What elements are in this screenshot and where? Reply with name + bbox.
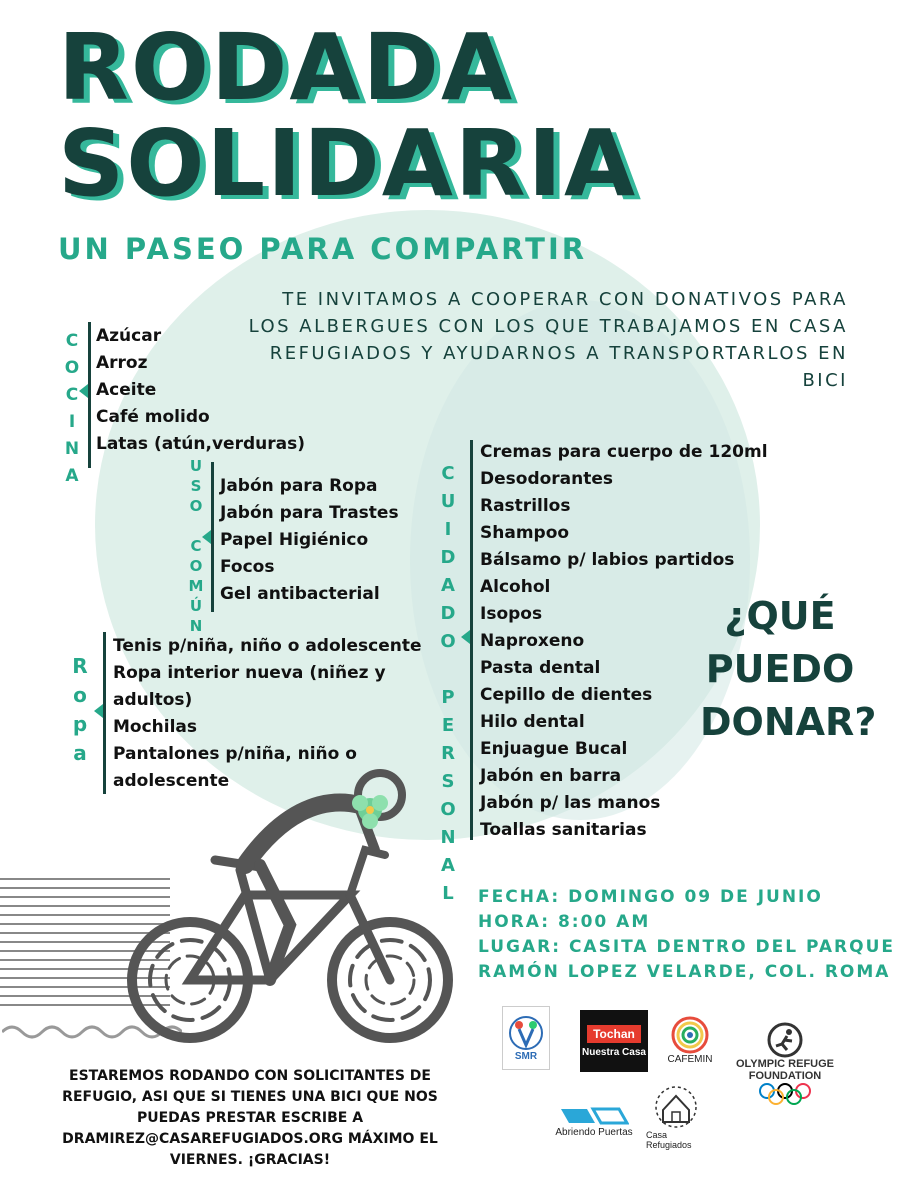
vertical-label-char: L (442, 883, 454, 904)
list-item: Shampoo (480, 523, 570, 543)
list-item: Enjuague Bucal (480, 739, 628, 759)
vertical-label-char (436, 656, 460, 684)
vertical-label-char: C (190, 537, 202, 555)
vertical-label-char: P (441, 687, 455, 708)
nuestra-casa-text: Nuestra Casa (582, 1046, 646, 1058)
nuestra-casa-top-text: Tochan (587, 1025, 641, 1043)
olympic-rings-icon (757, 1082, 813, 1106)
olympic-text-2: FOUNDATION (748, 1070, 822, 1082)
cyclist-illustration (120, 755, 460, 1045)
vertical-label-char: M (188, 577, 204, 595)
vertical-label-char: N (64, 439, 80, 459)
list-item: Toallas sanitarias (480, 820, 647, 840)
list-item: Gel antibacterial (220, 584, 380, 604)
vertical-label-char: C (65, 331, 79, 351)
ropa-bracket (103, 632, 106, 794)
vertical-label-char: D (440, 603, 456, 624)
nuestra-casa-logo (580, 1010, 648, 1072)
vertical-label-char: U (440, 491, 456, 512)
uso-comun-label (186, 456, 206, 636)
cafemin-logo (660, 1012, 720, 1068)
abriendo-puertas-icon (559, 1105, 629, 1127)
subtitle: UN PASEO PARA COMPARTIR (58, 232, 588, 266)
question-line: PUEDO (705, 647, 855, 691)
list-item: Pasta dental (480, 658, 601, 678)
list-item: Hilo dental (480, 712, 585, 732)
list-item: Arroz (96, 353, 148, 373)
title-line-1: RODADA (58, 14, 515, 121)
list-item: Café molido (96, 407, 210, 427)
smr-logo-text: SMR (514, 1050, 538, 1062)
cafemin-spiral-icon (671, 1016, 709, 1054)
vertical-label-char: R (72, 654, 88, 678)
intro-text: TE INVITAMOS A COOPERAR CON DONATIVOS PARA LOS ALBERGUES CON LOS QUE TRABAJAMOS EN CASA REFUGIADOS Y AYUDARNOS A TRANSPORTARLOS EN BICI (248, 289, 848, 391)
event-place: LUGAR: CASITA DENTRO DEL PARQUE (478, 937, 895, 957)
olympic-text-1: OLYMPIC REFUGE (736, 1058, 834, 1070)
cuidado-personal-bracket (470, 440, 473, 840)
vertical-label-char: p (72, 712, 88, 736)
footer-note: ESTAREMOS RODANDO CON SOLICITANTES DE REFUGIO, ASI QUE SI TIENES UNA BICI QUE NOS PUEDAS PRESTAR ESCRIBE A DRAMIREZ@CASAREFUGIADOS.ORG MÁXIMO EL VIERNES. ¡GRACIAS! (62, 1068, 438, 1168)
vertical-label-char: a (73, 741, 87, 765)
vertical-label-char: A (65, 466, 79, 486)
list-item: Focos (220, 557, 275, 577)
question-heading (700, 590, 877, 749)
vertical-label-char: O (64, 358, 80, 378)
list-item: Jabón p/ las manos (480, 793, 661, 813)
question-line: DONAR? (700, 700, 877, 744)
abriendo-puertas-logo (548, 1096, 640, 1146)
list-item: Desodorantes (480, 469, 614, 489)
vertical-label-char: U (189, 457, 203, 475)
event-info (478, 885, 895, 985)
event-place-2: RAMÓN LOPEZ VELARDE, COL. ROMA (478, 962, 891, 982)
list-item: Cremas para cuerpo de 120ml (480, 442, 768, 462)
vertical-label-char: S (441, 771, 455, 792)
vertical-label-char: Ú (189, 597, 203, 615)
cocina-bracket (88, 322, 91, 468)
casa-refugiados-logo (646, 1082, 706, 1152)
list-item: Aceite (96, 380, 157, 400)
vertical-label-char: C (441, 463, 455, 484)
list-item: Azúcar (96, 326, 162, 346)
ropa-label (70, 652, 90, 768)
list-item: Ropa interior nueva (niñez y (113, 663, 386, 683)
event-time: HORA: 8:00 AM (478, 912, 651, 932)
vertical-label-char: E (441, 715, 455, 736)
casa-refugiados-text: Casa Refugiados (646, 1130, 692, 1150)
smr-emblem-icon (509, 1015, 543, 1051)
list-item: Rastrillos (480, 496, 571, 516)
list-item: Alcohol (480, 577, 551, 597)
vertical-label-char: I (444, 519, 452, 540)
vertical-label-char: I (68, 412, 76, 432)
list-item: adultos) (113, 690, 193, 710)
vertical-label-char: O (189, 557, 203, 575)
uso-comun-list (220, 473, 399, 608)
vertical-label-char: C (65, 385, 79, 405)
cafemin-text: CAFEMIN (667, 1053, 713, 1065)
vertical-label-char: o (73, 683, 87, 707)
vertical-label-char: R (441, 743, 455, 764)
question-line: ¿QUÉ (724, 594, 836, 638)
vertical-label-char: O (440, 799, 456, 820)
olympic-refuge-logo (730, 1012, 840, 1116)
house-icon (653, 1084, 699, 1130)
vertical-label-char: O (440, 631, 456, 652)
vertical-label-char: N (440, 827, 456, 848)
vertical-label-char: O (189, 497, 203, 515)
list-item: Jabón en barra (480, 766, 622, 786)
vertical-label-char: A (441, 855, 455, 876)
list-item: Bálsamo p/ labios partidos (480, 550, 735, 570)
list-item: adolescente (113, 771, 230, 791)
olympic-runner-icon (765, 1022, 805, 1058)
vertical-label-char: N (189, 617, 203, 635)
abriendo-puertas-text: Abriendo Puertas (555, 1126, 633, 1138)
list-item: Cepillo de dientes (480, 685, 653, 705)
vertical-label-char: A (441, 575, 455, 596)
event-date: FECHA: DOMINGO 09 DE JUNIO (478, 887, 823, 907)
list-item: Pantalones p/niña, niño o (113, 744, 357, 764)
smr-logo (502, 1006, 550, 1070)
list-item: Jabón para Ropa (220, 476, 378, 496)
vertical-label-char: S (190, 477, 202, 495)
cocina-list (96, 323, 305, 458)
list-item: Papel Higiénico (220, 530, 369, 550)
list-item: Jabón para Trastes (220, 503, 399, 523)
list-item: Tenis p/niña, niño o adolescente (113, 636, 422, 656)
list-item: Naproxeno (480, 631, 585, 651)
list-item: Mochilas (113, 717, 198, 737)
uso-comun-bracket (211, 462, 214, 612)
title-line-2: SOLIDARIA (58, 110, 638, 217)
cocina-label (62, 328, 82, 490)
list-item: Isopos (480, 604, 543, 624)
vertical-label-char: D (440, 547, 456, 568)
list-item: Latas (atún,verduras) (96, 434, 305, 454)
